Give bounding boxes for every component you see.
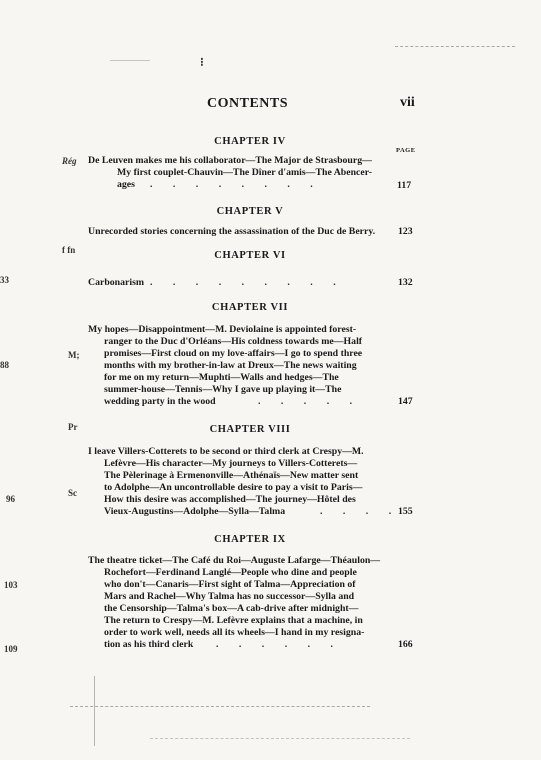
entry-line: months with my brother-in-law at Dreux—The news waiting (104, 360, 357, 371)
scan-mark: ⁝ (200, 55, 204, 69)
entry-line: De Leuven makes me his collaborator—The Major de Strasbourg— (88, 155, 372, 166)
scan-rule-bottom-2 (150, 738, 410, 740)
margin-mark: Pr (68, 422, 78, 432)
margin-mark: M; (68, 350, 80, 360)
chapter-heading: CHAPTER IX (214, 534, 286, 545)
entry-line: My hopes—Disappointment—M. Deviolaine is appointed forest- (88, 324, 357, 335)
entry-line: Mars and Rachel—Why Talma has no successor—Sylla and (104, 591, 355, 602)
chapter-heading: CHAPTER VI (214, 250, 286, 261)
entry-line: I leave Villers-Cotterets to be second or third clerk at Crespy—M. (88, 446, 364, 457)
entry-line: who don't—Canaris—First sight of Talma—Appreciation of (104, 579, 356, 590)
entry-line: How this desire was accomplished—The journey—Hôtel des (104, 494, 356, 505)
entry-line: wedding party in the wood (104, 396, 216, 407)
leader-dots: . . . . (320, 506, 401, 517)
entry-line: Rochefort—Ferdinand Langlé—People who dine and people (104, 567, 357, 578)
entry-line: The theatre ticket—The Café du Roi—Auguste Lafarge—Théaulon— (88, 555, 381, 566)
entry-line: Unrecorded stories concerning the assassination of the Duc de Berry. (88, 226, 376, 237)
chapter-heading: CHAPTER IV (214, 136, 286, 147)
leader-dots: . . . . . . (216, 639, 342, 650)
margin-mark: Sc (68, 488, 77, 498)
scan-rule-vertical (94, 676, 95, 746)
entry-line: The Pèlerinage à Ermenonville—Athénaïs—New matter sent (104, 470, 359, 481)
chapter-heading: CHAPTER VIII (209, 424, 291, 435)
page-ref: 166 (398, 639, 413, 650)
leader-dots: . . . . . . . . (150, 179, 322, 190)
leader-dots: . . . . . (258, 396, 362, 407)
margin-mark: f fn (62, 245, 76, 255)
entry-line: The return to Crespy—M. Lefèvre explains that a machine, in (104, 615, 363, 626)
entry-line: My first couplet-Chauvin—The Dîner d'amis—The Abencer- (117, 167, 372, 178)
margin-mark: 33 (0, 275, 9, 285)
entry-line: Lefèvre—His character—My journeys to Villers-Cotterets— (104, 458, 358, 469)
chapter-heading: CHAPTER V (216, 206, 284, 217)
margin-mark: 103 (4, 580, 18, 590)
page-number: vii (400, 95, 415, 110)
entry-line: the Censorship—Talma's box—A cab-drive after midnight— (104, 603, 359, 614)
margin-mark: 96 (6, 494, 15, 504)
page-ref: 147 (398, 396, 413, 407)
entry-line: to Adolphe—An uncontrollable desire to pay a visit to Paris— (104, 482, 363, 493)
chapter-heading: CHAPTER VII (211, 302, 289, 313)
leader-dots: . . . . . . . . . (150, 277, 345, 288)
entry-line: ranger to the Duc d'Orléans—His coldness towards me—Half (104, 336, 363, 347)
scan-rule-bottom (70, 706, 370, 708)
entry-line: Vieux-Augustins—Adolphe—Sylla—Talma (104, 506, 286, 517)
page-title: CONTENTS (207, 96, 289, 111)
entry-line: ages (117, 179, 135, 190)
page-ref: 132 (398, 277, 413, 288)
margin-mark: Rég (62, 156, 77, 166)
page-ref: 117 (397, 180, 412, 191)
entry-line: Carbonarism (88, 277, 145, 288)
page-ref: 123 (398, 226, 413, 237)
page-ref: 155 (398, 506, 413, 517)
scan-rule-top-left (110, 60, 150, 61)
page-label: PAGE (396, 147, 416, 154)
entry-line: order to work well, needs all its wheels—I hand in my resigna- (104, 627, 365, 638)
margin-mark: 109 (4, 644, 18, 654)
entry-line: promises—First cloud on my love-affairs—I go to spend three (104, 348, 363, 359)
scan-rule-top (395, 46, 515, 48)
entry-line: for me on my return—Muphti—Walls and hedges—The (104, 372, 339, 383)
entry-line: tion as his third clerk (104, 639, 194, 650)
entry-line: summer-house—Tennis—Why I gave up playing it—The (104, 384, 342, 395)
margin-mark: 88 (0, 360, 9, 370)
